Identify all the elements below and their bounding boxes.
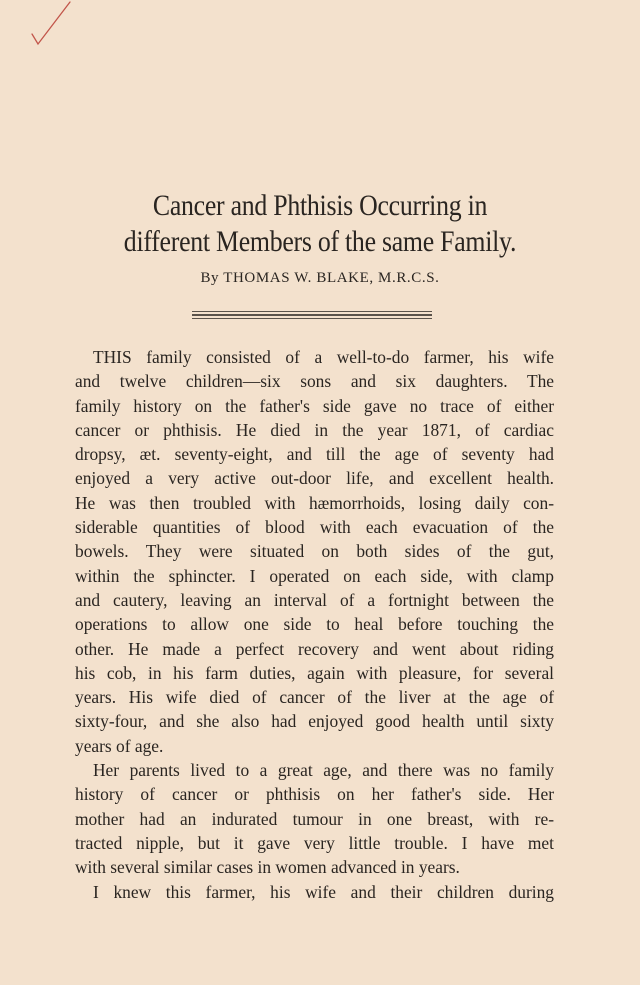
text-line: THIS family consisted of a well-to-do farmer, his wife [93, 347, 554, 367]
paragraph-3 [75, 880, 554, 904]
text-line: siderable quantities of blood with each evacuation of the [75, 517, 554, 538]
text-line: years of age. [75, 735, 164, 756]
text-line: sixty-four, and she also had enjoyed good health until sixty [75, 711, 554, 732]
text-line: Her parents lived to a great age, and there was no family [93, 760, 554, 781]
text-line: family history on the father's side gave no trace of either [75, 395, 554, 416]
text-line: I knew this farmer, his wife and their children during [93, 881, 554, 902]
text-line: tracted nipple, but it gave very little trouble. I have met [75, 832, 554, 853]
text-line: and twelve children—six sons and six daughters. The [75, 371, 554, 392]
title-line-1: Cancer and Phthisis Occurring in [152, 189, 488, 222]
article-title [79, 188, 561, 260]
text-line: operations to allow one side to heal before touching the [75, 614, 554, 635]
text-line: bowels. They were situated on both sides of the gut, [75, 541, 554, 562]
title-divider [192, 311, 432, 319]
text-line: and cautery, leaving an interval of a fortnight between the [75, 589, 554, 610]
text-line: enjoyed a very active out-door life, and excellent health. [75, 468, 554, 489]
title-line-2: different Members of the same Family. [123, 225, 517, 258]
author-byline: By THOMAS W. BLAKE, M.R.C.S. [200, 270, 440, 286]
text-line: cancer or phthisis. He died in the year 1871, of cardiac [75, 419, 554, 440]
paragraph-1 [75, 345, 554, 758]
text-line: within the sphincter. I operated on each side, with clamp [75, 565, 554, 586]
text-line: with several similar cases in women advanced in years. [75, 857, 460, 878]
text-line: other. He made a perfect recovery and went about riding [75, 638, 554, 659]
text-line: He was then troubled with hæmorrhoids, losing daily con- [75, 492, 554, 513]
text-line: his cob, in his farm duties, again with pleasure, for several [75, 662, 554, 683]
pencil-checkmark [22, 0, 72, 50]
text-line: mother had an indurated tumour in one breast, with re- [75, 808, 554, 829]
text-line: years. His wife died of cancer of the liver at the age of [75, 687, 554, 708]
text-line: history of cancer or phthisis on her father's side. Her [75, 784, 554, 805]
article-body [75, 345, 554, 904]
paragraph-2 [75, 758, 554, 879]
text-line: dropsy, æt. seventy-eight, and till the age of seventy had [75, 444, 554, 465]
